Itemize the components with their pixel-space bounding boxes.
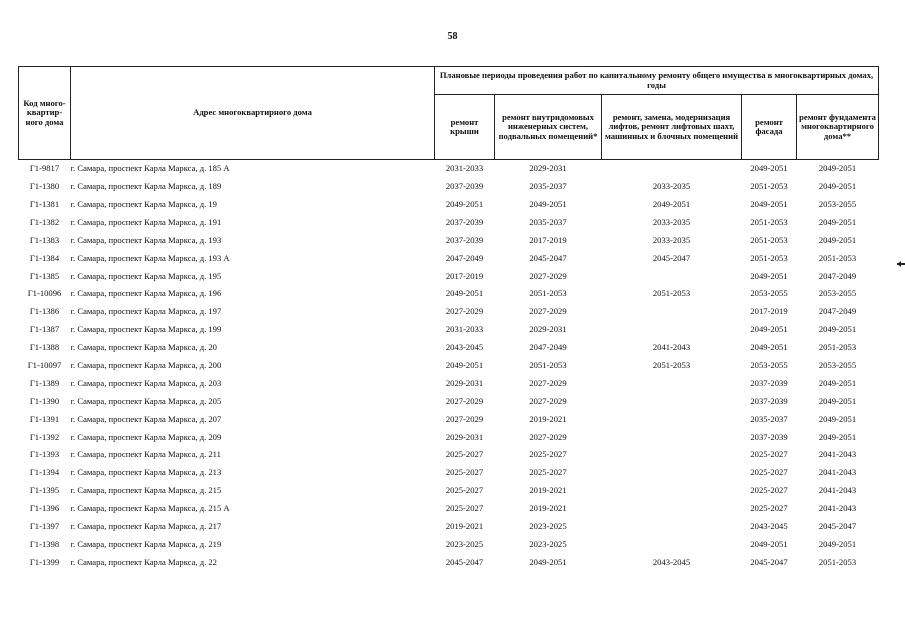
- facade-period: 2051-2053: [750, 181, 788, 192]
- roof-period: 2049-2051: [445, 288, 484, 299]
- foundation-period: 2049-2051: [818, 163, 857, 174]
- house-address: г. Самара, проспект Карла Маркса, д. 203: [70, 377, 222, 388]
- house-code: Г1-1399: [29, 556, 60, 567]
- page-number: 58: [447, 31, 458, 42]
- roof-period: 2025-2027: [445, 485, 484, 496]
- house-address: г. Самара, проспект Карла Маркса, д. 195: [70, 270, 222, 281]
- facade-period: 2051-2053: [750, 234, 788, 245]
- house-address: г. Самара, проспект Карла Маркса, д. 196: [70, 288, 222, 299]
- header-address: Адрес многоквартирного дома: [71, 67, 435, 160]
- house-code: Г1-1390: [29, 395, 60, 406]
- table-row: [19, 267, 879, 285]
- roof-period: 2025-2027: [445, 449, 484, 460]
- facade-period: 2049-2051: [750, 342, 788, 353]
- house-code: Г1-1388: [29, 342, 60, 353]
- table-row: [19, 339, 879, 357]
- house-code: Г1-1396: [29, 503, 60, 514]
- facade-period: 2025-2027: [750, 467, 788, 478]
- facade-period: 2043-2045: [750, 521, 788, 532]
- lifts-period: [602, 464, 742, 482]
- lifts-period: [602, 267, 742, 285]
- house-address: г. Самара, проспект Карла Маркса, д. 213: [70, 467, 222, 478]
- facade-period: 2037-2039: [750, 431, 788, 442]
- house-code: Г1-1380: [29, 181, 60, 192]
- house-code: Г1-1384: [29, 252, 60, 263]
- header-roof-repair: ремонт крыши: [435, 95, 495, 160]
- house-code: Г1-1387: [29, 324, 60, 335]
- table-row: [19, 357, 879, 375]
- table-row: [19, 446, 879, 464]
- table-row: [19, 321, 879, 339]
- lifts-period: [602, 500, 742, 518]
- facade-period: 2049-2051: [750, 199, 788, 209]
- systems-period: 2025-2027: [529, 449, 567, 460]
- facade-period: 2025-2027: [750, 503, 788, 514]
- foundation-period: 2041-2043: [818, 449, 857, 460]
- house-address: г. Самара, проспект Карла Маркса, д. 217: [70, 521, 222, 532]
- roof-period: 2047-2049: [445, 252, 484, 263]
- lifts-period: 2043-2045: [652, 556, 691, 567]
- lifts-period: 2033-2035: [652, 216, 691, 227]
- table-row: [19, 232, 879, 250]
- systems-period: 2027-2029: [529, 431, 567, 442]
- systems-period: 2035-2037: [529, 216, 567, 227]
- systems-period: 2047-2049: [529, 342, 567, 353]
- table-row: [19, 249, 879, 267]
- table-row: [19, 464, 879, 482]
- margin-arrow-mark: [897, 263, 905, 265]
- systems-period: 2027-2029: [529, 306, 567, 317]
- house-code: Г1-1391: [29, 413, 60, 424]
- house-code: Г1-1393: [29, 449, 60, 460]
- roof-period: 2037-2039: [445, 181, 484, 192]
- foundation-period: 2053-2055: [818, 199, 857, 209]
- lifts-period: [602, 393, 742, 411]
- facade-period: 2025-2027: [750, 449, 788, 460]
- roof-period: 2037-2039: [445, 234, 484, 245]
- table-row: [19, 518, 879, 536]
- systems-period: 2035-2037: [529, 181, 567, 192]
- lifts-period: [602, 303, 742, 321]
- facade-period: 2035-2037: [750, 413, 788, 424]
- header-periods-group: Плановые периоды проведения работ по капитальному ремонту общего имущества в многоквартирных домах, годы: [435, 67, 879, 95]
- table-row: [19, 410, 879, 428]
- house-code: Г1-1389: [29, 377, 60, 388]
- foundation-period: 2049-2051: [818, 216, 857, 227]
- table-row: [19, 160, 879, 178]
- house-code: Г1-1397: [29, 521, 60, 532]
- header-code: Код много-квартир-ного дома: [19, 67, 71, 160]
- house-code: Г1-1383: [29, 234, 60, 245]
- lifts-period: 2051-2053: [652, 360, 691, 371]
- roof-period: 2017-2019: [445, 270, 484, 281]
- house-address: г. Самара, проспект Карла Маркса, д. 209: [70, 431, 222, 442]
- lifts-period: [602, 446, 742, 464]
- roof-period: 2029-2031: [445, 431, 484, 442]
- roof-period: 2027-2029: [445, 395, 484, 406]
- roof-period: 2049-2051: [445, 199, 484, 209]
- foundation-period: 2041-2043: [818, 485, 857, 496]
- house-code: Г1-1395: [29, 485, 60, 496]
- lifts-period: [602, 321, 742, 339]
- table-row: [19, 196, 879, 214]
- systems-period: 2019-2021: [529, 413, 567, 424]
- foundation-period: 2051-2053: [818, 556, 857, 567]
- table-body: [19, 160, 879, 572]
- lifts-period: [602, 410, 742, 428]
- foundation-period: 2051-2053: [818, 342, 857, 353]
- facade-period: 2051-2053: [750, 216, 788, 227]
- roof-period: 2025-2027: [445, 503, 484, 514]
- roof-period: 2037-2039: [445, 216, 484, 227]
- lifts-period: 2049-2051: [652, 199, 691, 209]
- lifts-period: 2033-2035: [652, 181, 691, 192]
- lifts-period: [602, 482, 742, 500]
- roof-period: 2031-2033: [445, 163, 484, 174]
- house-address: г. Самара, проспект Карла Маркса, д. 219: [70, 538, 222, 549]
- header-foundation-repair: ремонт фундамента многоквартирного дома**: [797, 95, 879, 160]
- systems-period: 2051-2053: [529, 288, 567, 299]
- facade-period: 2037-2039: [750, 395, 788, 406]
- facade-period: 2045-2047: [750, 556, 788, 567]
- systems-period: 2049-2051: [529, 199, 567, 209]
- house-code: Г1-1394: [29, 467, 60, 478]
- foundation-period: 2051-2053: [818, 252, 857, 263]
- house-code: Г1-10097: [27, 360, 62, 371]
- roof-period: 2019-2021: [445, 521, 484, 532]
- foundation-period: 2049-2051: [818, 413, 857, 424]
- facade-period: 2017-2019: [750, 306, 788, 317]
- facade-period: 2053-2055: [750, 288, 788, 299]
- table-row: [19, 536, 879, 554]
- table-row: [19, 214, 879, 232]
- foundation-period: 2053-2055: [818, 360, 857, 371]
- table-row: [19, 500, 879, 518]
- systems-period: 2019-2021: [529, 485, 567, 496]
- house-code: Г1-1381: [29, 199, 60, 209]
- house-address: г. Самара, проспект Карла Маркса, д. 193: [70, 234, 222, 245]
- foundation-period: 2053-2055: [818, 288, 857, 299]
- table-row: [19, 285, 879, 303]
- roof-period: 2031-2033: [445, 324, 484, 335]
- facade-period: 2037-2039: [750, 377, 788, 388]
- roof-period: 2049-2051: [445, 360, 484, 371]
- facade-period: 2049-2051: [750, 270, 788, 281]
- table-row: [19, 482, 879, 500]
- facade-period: 2049-2051: [750, 538, 788, 549]
- house-code: Г1-1385: [29, 270, 60, 281]
- header-lift-repair: ремонт, замена, модернизация лифтов, ремонт лифтовых шахт, машинных и блочных помещений: [602, 95, 742, 160]
- house-code: Г1-9817: [29, 163, 60, 174]
- lifts-period: [602, 160, 742, 178]
- foundation-period: 2045-2047: [818, 521, 857, 532]
- systems-period: 2027-2029: [529, 270, 567, 281]
- lifts-period: 2033-2035: [652, 234, 691, 245]
- systems-period: 2027-2029: [529, 395, 567, 406]
- facade-period: 2051-2053: [750, 252, 788, 263]
- foundation-period: 2049-2051: [818, 395, 857, 406]
- house-address: г. Самара, проспект Карла Маркса, д. 19: [70, 199, 217, 209]
- house-address: г. Самара, проспект Карла Маркса, д. 215 А: [70, 503, 230, 514]
- foundation-period: 2049-2051: [818, 377, 857, 388]
- lifts-period: 2041-2043: [652, 342, 691, 353]
- lifts-period: [602, 375, 742, 393]
- lifts-period: 2045-2047: [652, 252, 691, 263]
- repair-schedule-table: [18, 66, 879, 571]
- foundation-period: 2047-2049: [818, 306, 857, 317]
- systems-period: 2017-2019: [529, 234, 567, 245]
- foundation-period: 2047-2049: [818, 270, 857, 281]
- foundation-period: 2041-2043: [818, 503, 857, 514]
- foundation-period: 2049-2051: [818, 431, 857, 442]
- table-row: [19, 303, 879, 321]
- roof-period: 2027-2029: [445, 306, 484, 317]
- roof-period: 2029-2031: [445, 377, 484, 388]
- house-address: г. Самара, проспект Карла Маркса, д. 205: [70, 395, 222, 406]
- header-engineering-systems-repair: ремонт внутридомовых инженерных систем, подвальных помещений*: [495, 95, 602, 160]
- house-address: г. Самара, проспект Карла Маркса, д. 199: [70, 324, 222, 335]
- systems-period: 2029-2031: [529, 324, 567, 335]
- systems-period: 2023-2025: [529, 521, 567, 532]
- roof-period: 2043-2045: [445, 342, 484, 353]
- facade-period: 2049-2051: [750, 324, 788, 335]
- house-address: г. Самара, проспект Карла Маркса, д. 211: [70, 449, 221, 460]
- table-row: [19, 178, 879, 196]
- house-address: г. Самара, проспект Карла Маркса, д. 215: [70, 485, 222, 496]
- house-address: г. Самара, проспект Карла Маркса, д. 185 А: [70, 163, 230, 174]
- roof-period: 2023-2025: [445, 538, 484, 549]
- house-address: г. Самара, проспект Карла Маркса, д. 189: [70, 181, 222, 192]
- systems-period: 2045-2047: [529, 252, 567, 263]
- foundation-period: 2041-2043: [818, 467, 857, 478]
- foundation-period: 2049-2051: [818, 324, 857, 335]
- systems-period: 2051-2053: [529, 360, 567, 371]
- house-code: Г1-10096: [27, 288, 62, 299]
- house-code: Г1-1392: [29, 431, 60, 442]
- roof-period: 2045-2047: [445, 556, 484, 567]
- house-address: г. Самара, проспект Карла Маркса, д. 22: [70, 556, 217, 567]
- lifts-period: [602, 536, 742, 554]
- facade-period: 2053-2055: [750, 360, 788, 371]
- house-address: г. Самара, проспект Карла Маркса, д. 193 А: [70, 252, 230, 263]
- table-header: [19, 67, 879, 160]
- systems-period: 2025-2027: [529, 467, 567, 478]
- systems-period: 2023-2025: [529, 538, 567, 549]
- table-row: [19, 393, 879, 411]
- lifts-period: [602, 428, 742, 446]
- house-code: Г1-1398: [29, 538, 60, 549]
- facade-period: 2049-2051: [750, 163, 788, 174]
- table-row: [19, 375, 879, 393]
- house-address: г. Самара, проспект Карла Маркса, д. 191: [70, 216, 222, 227]
- roof-period: 2025-2027: [445, 467, 484, 478]
- lifts-period: [602, 518, 742, 536]
- house-address: г. Самара, проспект Карла Маркса, д. 20: [70, 342, 217, 353]
- table-row: [19, 554, 879, 572]
- foundation-period: 2049-2051: [818, 181, 857, 192]
- facade-period: 2025-2027: [750, 485, 788, 496]
- header-facade-repair: ремонт фасада: [742, 95, 797, 160]
- foundation-period: 2049-2051: [818, 234, 857, 245]
- house-code: Г1-1382: [29, 216, 60, 227]
- systems-period: 2049-2051: [529, 556, 567, 567]
- lifts-period: 2051-2053: [652, 288, 691, 299]
- house-address: г. Самара, проспект Карла Маркса, д. 200: [70, 360, 222, 371]
- table-row: [19, 428, 879, 446]
- systems-period: 2029-2031: [529, 163, 567, 174]
- systems-period: 2019-2021: [529, 503, 567, 514]
- house-address: г. Самара, проспект Карла Маркса, д. 207: [70, 413, 222, 424]
- house-address: г. Самара, проспект Карла Маркса, д. 197: [70, 306, 222, 317]
- systems-period: 2027-2029: [529, 377, 567, 388]
- foundation-period: 2049-2051: [818, 538, 857, 549]
- roof-period: 2027-2029: [445, 413, 484, 424]
- house-code: Г1-1386: [29, 306, 60, 317]
